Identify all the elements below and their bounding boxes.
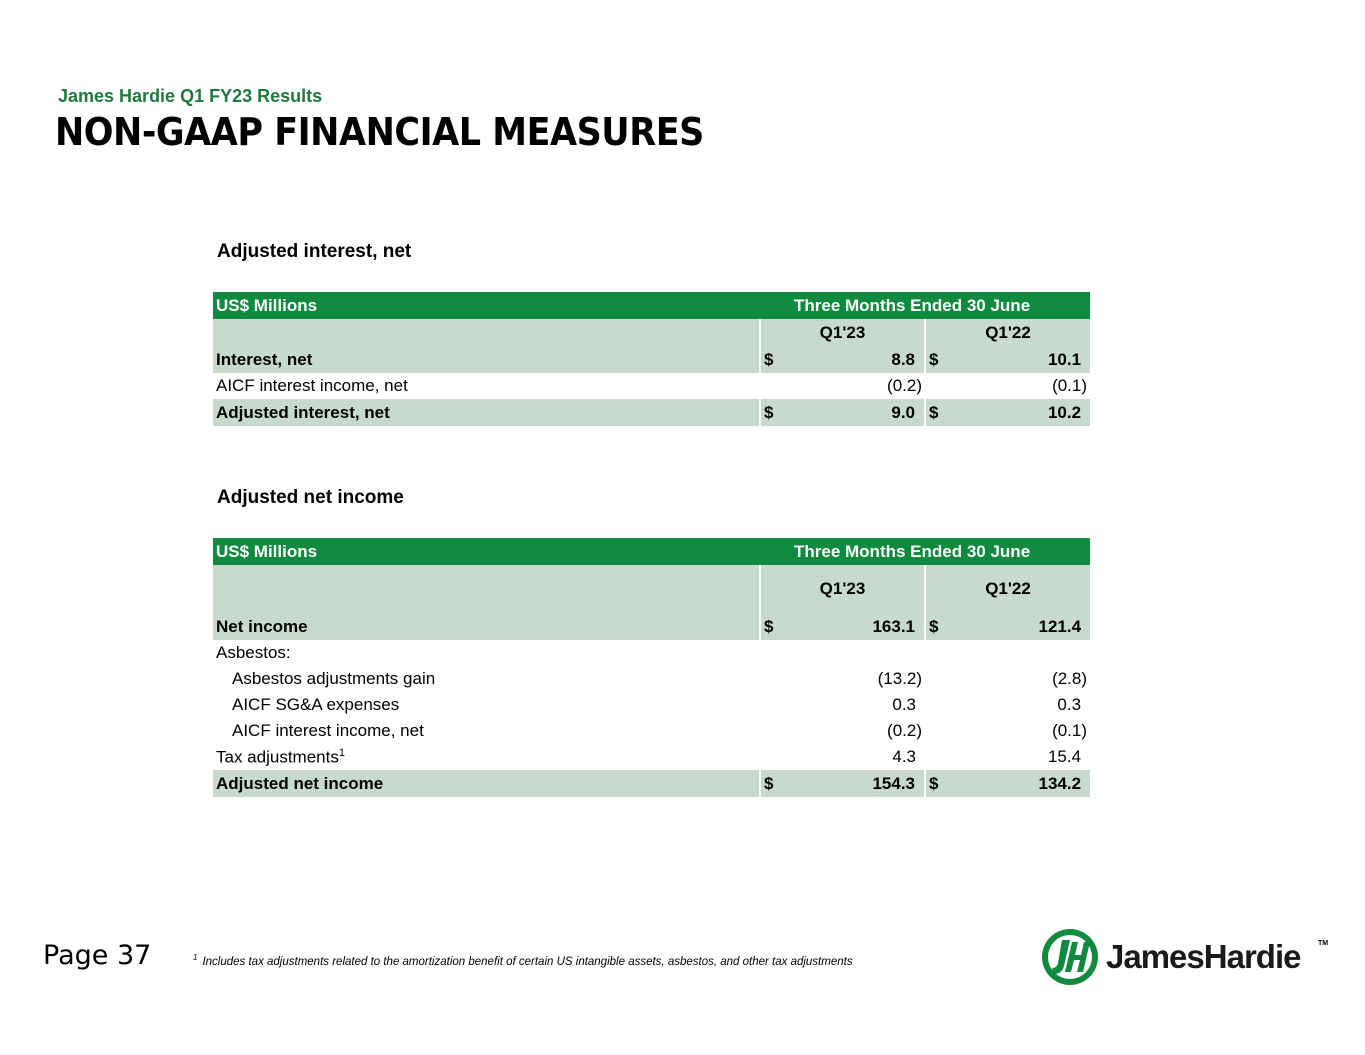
deck-kicker: James Hardie Q1 FY23 Results <box>58 86 323 106</box>
col-q1-22: Q1'22 <box>925 319 1090 346</box>
col-q1-23: Q1'23 <box>760 319 925 346</box>
table-row: Asbestos: <box>216 643 291 662</box>
table-row: Asbestos adjustments gain (13.2) (2.8) <box>232 669 1088 688</box>
column-header-row <box>213 319 1090 346</box>
adjusted-net-income-table <box>213 538 1090 797</box>
header-label: US$ Millions <box>213 292 760 319</box>
header-period: Three Months Ended 30 June <box>760 538 1090 565</box>
table-row: Adjusted net income $ 154.3 $ 134.2 <box>213 770 1090 797</box>
col-q1-23: Q1'23 <box>760 565 925 613</box>
page-number: Page 37 <box>43 940 152 971</box>
col-q1-22: Q1'22 <box>925 565 1090 613</box>
header-label: US$ Millions <box>213 538 760 565</box>
page-title: NON-GAAP FINANCIAL MEASURES <box>55 110 704 154</box>
table-row: Adjusted interest, net $ 9.0 $ 10.2 <box>213 399 1090 426</box>
footnote-marker: 1 <box>338 746 345 759</box>
table-header-row <box>213 292 1090 319</box>
table-row: AICF interest income, net (0.2) (0.1) <box>232 721 1088 740</box>
table-row: Tax adjustments$^1$ 4.3 15.4 <box>216 746 1082 767</box>
column-header-row <box>213 565 1090 613</box>
table-row: Net income $ 163.1 $ 121.4 <box>213 613 1090 640</box>
logo-wordmark: JamesHardie <box>1106 938 1301 975</box>
table-row: AICF SG&A expenses 0.3 0.3 <box>232 695 1082 714</box>
table-row: AICF interest income, net (0.2) (0.1) <box>216 376 1088 395</box>
table-row: Interest, net $ 8.8 $ 10.1 <box>213 346 1090 373</box>
footnote: $^1$ Includes tax adjustments related to the amortization benefit of certain US intangible assets, asbestos, and other tax adjustments <box>193 953 853 968</box>
adjusted-interest-table <box>213 292 1090 426</box>
trademark-mark: TM <box>1318 940 1329 947</box>
table1-title: Adjusted interest, net <box>217 241 412 262</box>
header-period: Three Months Ended 30 June <box>760 292 1090 319</box>
table-header-row <box>213 538 1090 565</box>
table2-title: Adjusted net income <box>217 487 404 508</box>
